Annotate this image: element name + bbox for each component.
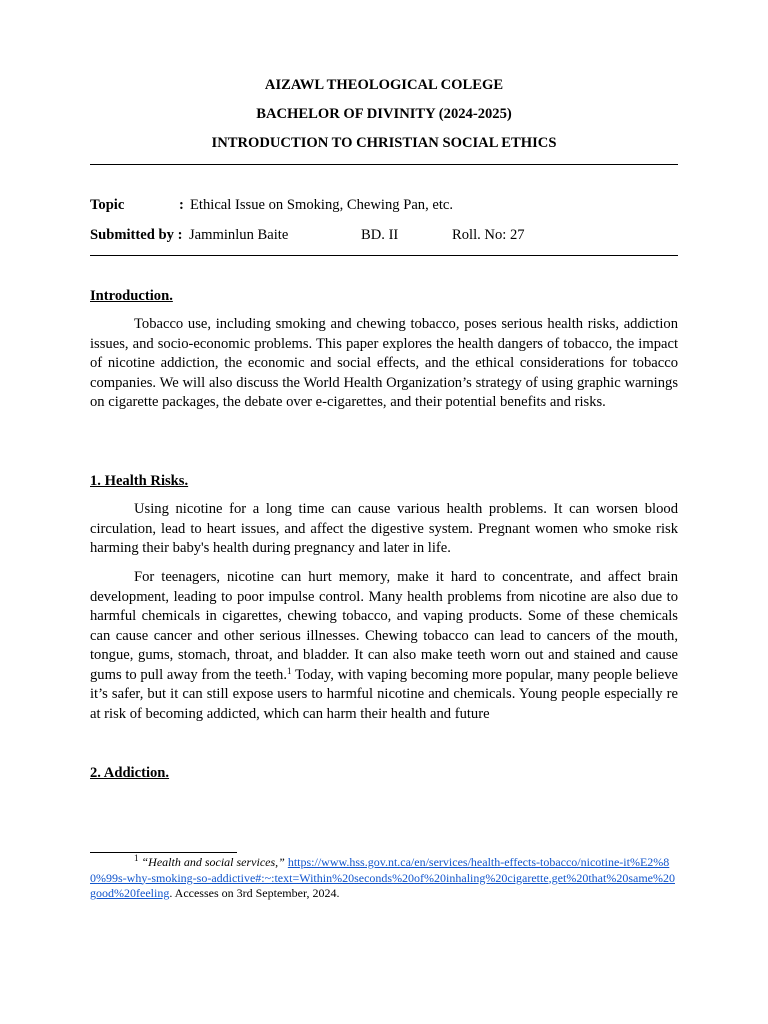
header-divider bbox=[90, 164, 678, 165]
college-name: AIZAWL THEOLOGICAL COLEGE bbox=[264, 77, 504, 93]
meta-divider bbox=[90, 255, 678, 256]
topic-label: Topic bbox=[90, 197, 125, 213]
roll-number: Roll. No: 27 bbox=[452, 227, 525, 243]
footnote-link[interactable]: https://www.hss.gov.nt.ca/en/services/health-effects-tobacco/nicotine-it%E2%80%99s-why-smoking-so-addictive#:~:text=Within%20seconds%20of%20inhaling%20cigarette,get%20that%20same%20good%20feeling bbox=[90, 855, 675, 900]
health-risks-paragraph-1: Using nicotine for a long time can cause various health problems. It can worsen blood circulation, lead to heart issues, and affect the digestive system. Pregnant women who smoke risk harming their baby's health during pregnancy and later in life. bbox=[90, 501, 678, 556]
footnote-reference[interactable]: 1 bbox=[287, 665, 292, 676]
topic-row bbox=[90, 196, 454, 214]
topic-separator: : bbox=[179, 197, 184, 213]
course-title: INTRODUCTION TO CHRISTIAN SOCIAL ETHICS bbox=[211, 135, 557, 151]
introduction-heading: Introduction. bbox=[90, 288, 173, 304]
paragraph-text-b: Today, with vaping becoming more popular, many people believe it’s safer, but it can still expose users to harmful nicotine and chemicals. Young people especially re at risk of becoming addicted, which can harm their health and future bbox=[90, 666, 678, 722]
program-title: BACHELOR OF DIVINITY (2024-2025) bbox=[256, 106, 512, 122]
submitted-row bbox=[90, 226, 678, 244]
class-value: BD. II bbox=[361, 227, 399, 243]
footnote-number: 1 bbox=[134, 853, 139, 863]
submitted-name: Jamminlun Baite bbox=[189, 227, 289, 243]
introduction-paragraph: Tobacco use, including smoking and chewing tobacco, poses serious health risks, addiction issues, and socio-economic problems. This paper explores the health dangers of tobacco, the impact of nicotine addiction, the economic and social effects, and the ethical considerations for tobacco companies. We will also discuss the World Health Organization’s strategy of using graphic warnings on cigarette packages, the debate over e-cigarettes, and their potential benefits and risks. bbox=[90, 316, 678, 410]
submitted-label: Submitted by : bbox=[90, 227, 183, 243]
addiction-heading: 2. Addiction. bbox=[90, 765, 170, 781]
health-risks-paragraph-2 bbox=[90, 568, 678, 724]
footnote-suffix: . Accesses on 3rd September, 2024. bbox=[169, 886, 340, 900]
paragraph-text-a: For teenagers, nicotine can hurt memory, make it hard to concentrate, and affect brain development, leading to poor impulse control. Many health problems from nicotine are also due to harmful chemicals in cigarettes, chewing tobacco, and vaping products. Some of these chemicals can cause cancer and other serious illnesses. Chewing tobacco can lead to cancers of the mouth, tongue, gums, stomach, throat, and bladder. It can also make teeth worn out and stained and cause gums to pull away from the teeth. bbox=[90, 569, 678, 683]
footnote bbox=[90, 855, 678, 902]
footnote-separator bbox=[90, 852, 237, 853]
health-risks-heading: 1. Health Risks. bbox=[90, 473, 189, 489]
footnote-title: “Health and social services,” bbox=[141, 855, 285, 869]
topic-value: Ethical Issue on Smoking, Chewing Pan, etc. bbox=[190, 197, 454, 213]
